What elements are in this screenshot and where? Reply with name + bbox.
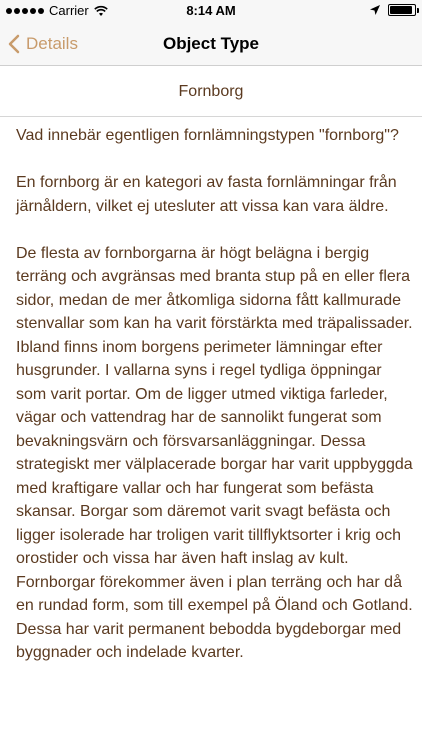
- location-arrow-icon: [370, 5, 380, 15]
- paragraph-definition: En fornborg är en kategori av fasta fornlämningar från järnåldern, vilket ej utesluter att vissa kan vara äldre.: [16, 174, 397, 215]
- status-time: 8:14 AM: [186, 3, 236, 18]
- back-button-label: Details: [26, 34, 78, 53]
- description-text: [16, 124, 416, 688]
- carrier-label: Carrier: [49, 3, 89, 18]
- status-right: [370, 4, 416, 16]
- status-bar: [0, 0, 422, 22]
- section-title: Fornborg: [0, 67, 422, 117]
- battery-icon: [388, 4, 416, 16]
- paragraph-details: De flesta av fornborgarna är högt belägna i bergig terräng och avgränsas med branta stup på en eller flera sidor, medan de mer åtkomliga sidorna fått kallmurade stenvallar som kan ha varit förstärkta med träpalissader. Ibland finns inom borgens perimeter lämningar efter husgrunder. I vallarna syns i regel tydliga öppningar som varit portar. Om de ligger utmed viktiga farleder, vägar och vattendrag har de sannolikt fungerat som bevakningsvärn och försvarsanläggningar. Dessa strategiskt mer välplacerade borgar har varit uppbyggda med kraftigare vallar och har fungerat som befästa skansar. Borgar som däremot varit svagt befästa och ligger isolerade har troligen varit tillflyktsorter i krig och orostider och vissa har även haft inslag av kult. Fornborgar förekommer även i plan terräng och har då en rundad form, som till exempel på Öland och Gotland. Dessa har varit permanent bebodda bygdeborgar med byggnader och indelade kvarter.: [16, 244, 413, 661]
- page-title: Object Type: [162, 34, 260, 53]
- navigation-bar: [0, 22, 422, 66]
- paragraph-question: Vad innebär egentligen fornlämningstypen "fornborg"?: [16, 127, 399, 144]
